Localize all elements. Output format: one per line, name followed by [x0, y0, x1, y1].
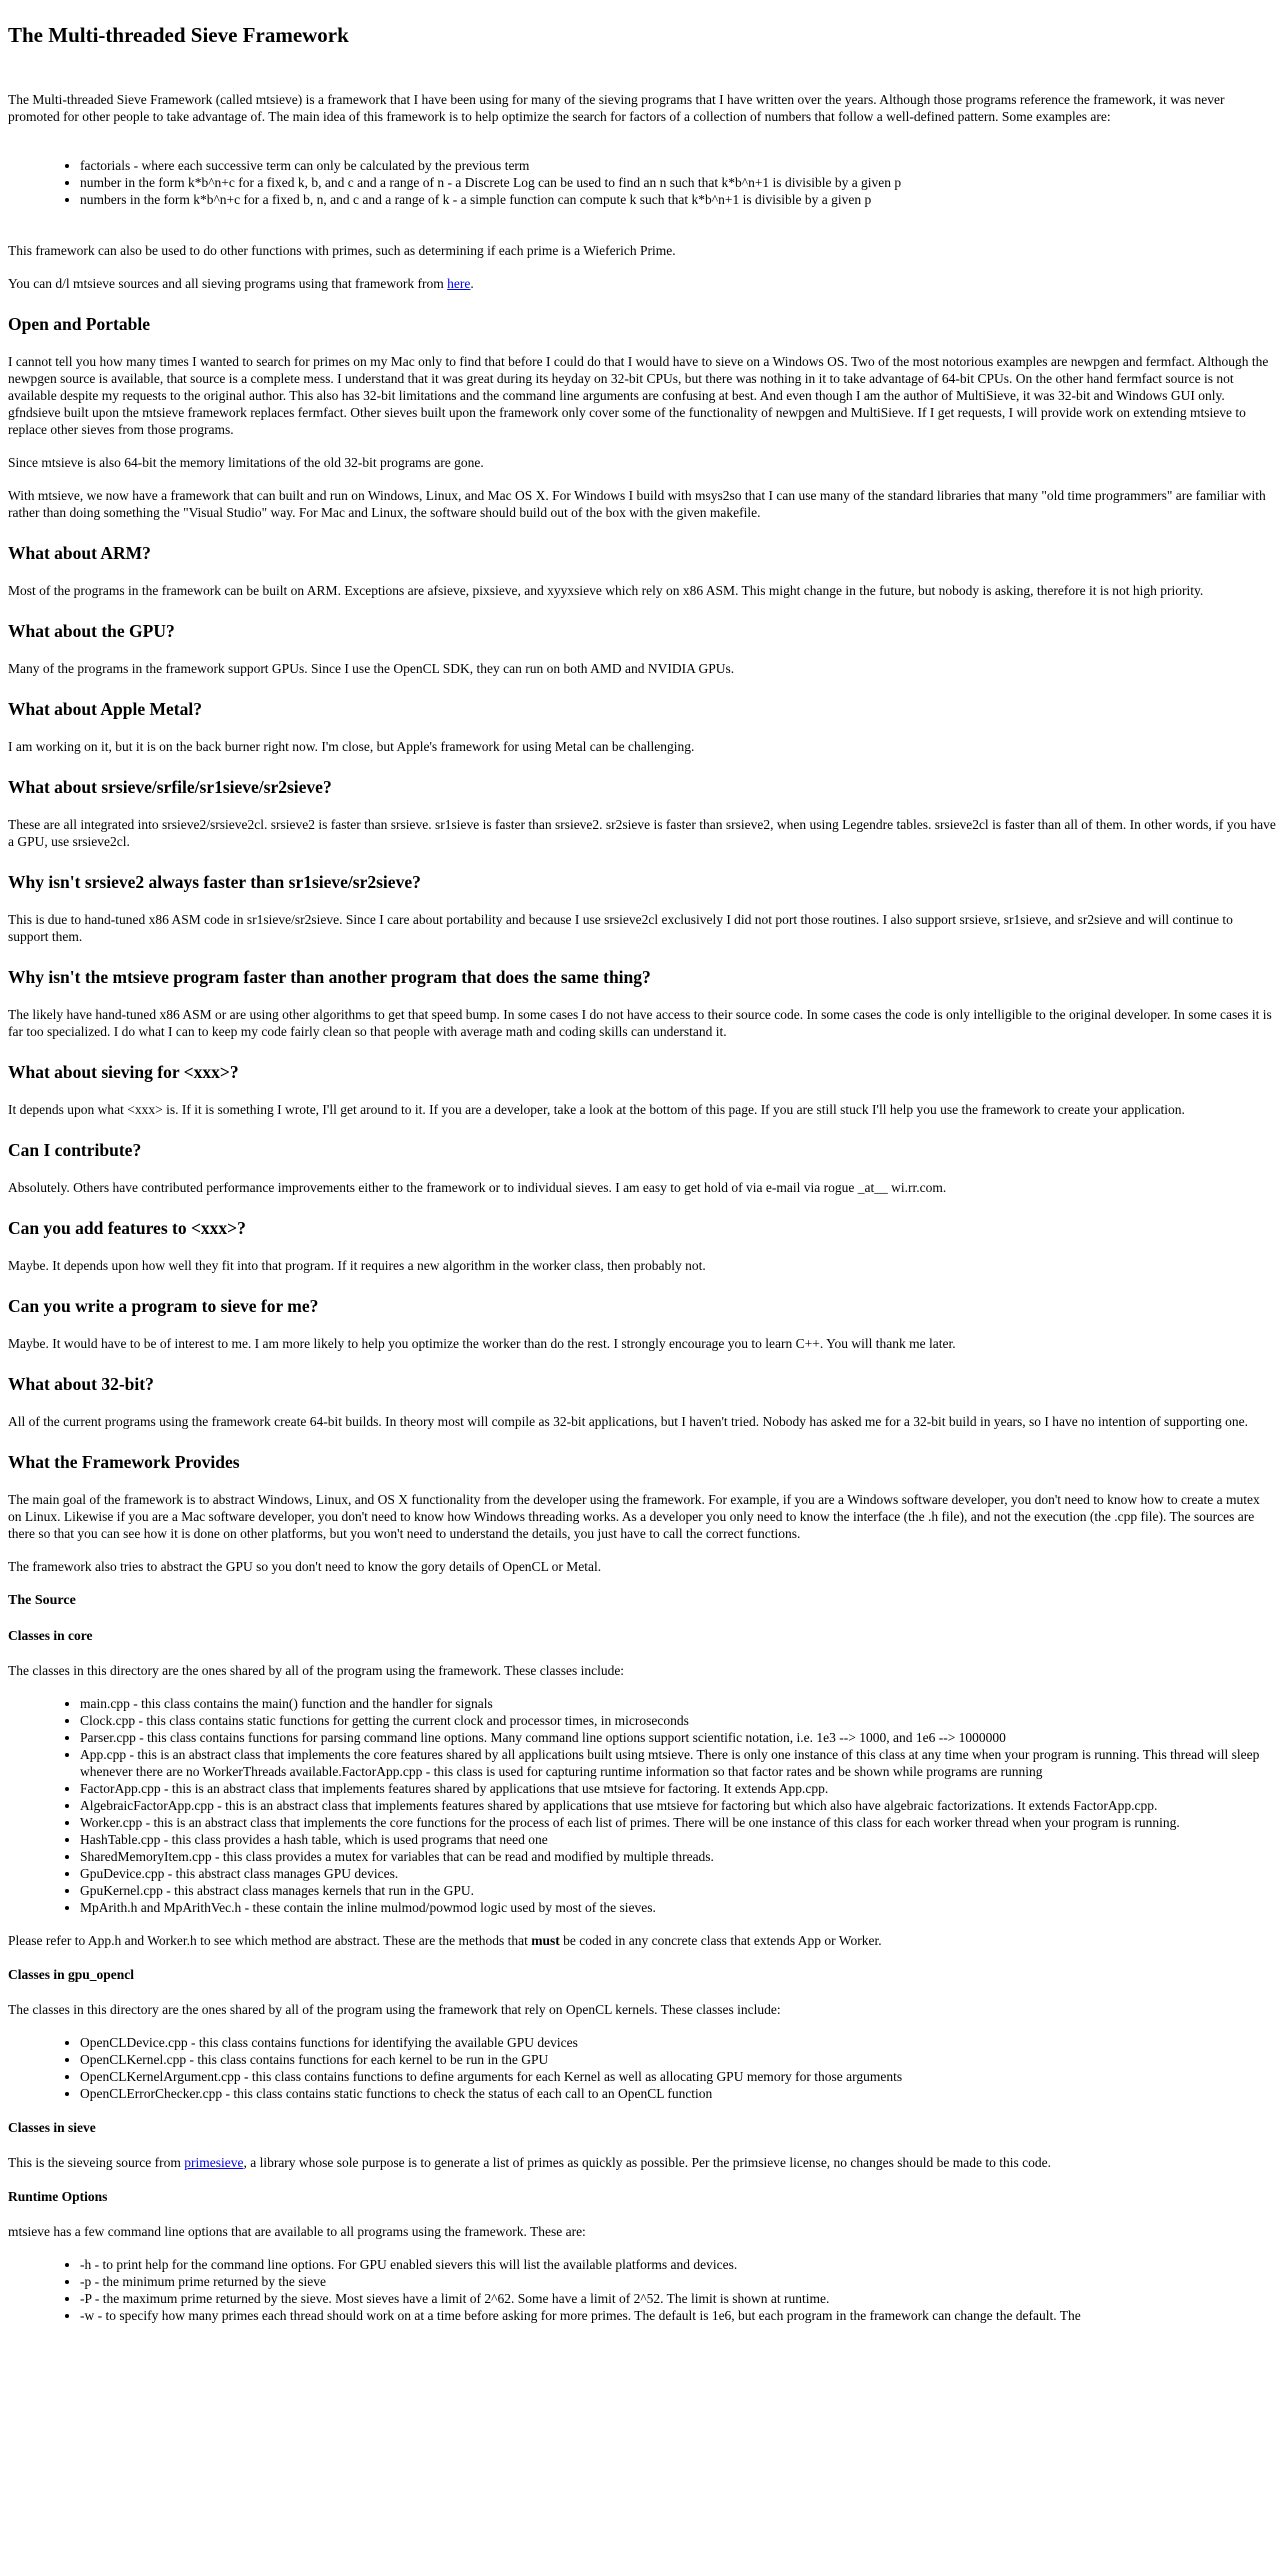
faq-answer: Many of the programs in the framework support GPUs. Since I use the OpenCL SDK, they can run on both AMD and NVIDIA GPUs.	[8, 661, 735, 676]
faq-question: Can you write a program to sieve for me?	[8, 1296, 319, 1316]
subsection-heading-core: Classes in core	[8, 1628, 93, 1643]
download-paragraph	[8, 275, 1276, 292]
faq-question: Why isn't the mtsieve program faster than another program that does the same thing?	[8, 967, 651, 987]
list-item: • MpArith.h and MpArithVec.h - these contain the inline mulmod/powmod logic used by most of the sieves.	[80, 1899, 1276, 1916]
list-item: • App.cpp - this is an abstract class that implements the core features shared by all applications built using mtsieve. There is only one instance of this class at any time when your program is running. This thread will sleep whenever there are no WorkerThreads available.FactorApp.cpp - this class is used for capturing runtime information so that factor rates and be shown while programs are running	[80, 1746, 1276, 1780]
subsection-heading-sieve: Classes in sieve	[8, 2120, 96, 2135]
list-item: • FactorApp.cpp - this is an abstract class that implements features shared by applications that use mtsieve for factoring. It extends App.cpp.	[80, 1780, 1276, 1797]
faq-question: What about srsieve/srfile/sr1sieve/sr2sieve?	[8, 777, 332, 797]
paragraph: The main goal of the framework is to abstract Windows, Linux, and OS X functionality from the developer using the framework. For example, if you are a Windows software developer, you don't need to know how to create a mutex on Linux. Likewise if you are a Mac software developer, you don't need to know how Windows threading works. As a developer you only need to know the interface (the .h file), and not the execution (the .cpp file). The sources are there so that you can see how it is done on other platforms, but you won't need to understand the details, you just have to call the correct functions.	[8, 1492, 1260, 1541]
list-item: • numbers in the form k*b^n+c for a fixed b, n, and c and a range of k - a simple function can compute k such that k*b^n+1 is divisible by a given p	[80, 191, 1276, 208]
faq-answer: The likely have hand-tuned x86 ASM or are using other algorithms to get that speed bump. In some cases I do not have access to their source code. In some cases the code is only intelligible to the original developer. In some cases it is far too specialized. I do what I can to keep my code fairly clean so that people with average math and coding skills can understand it.	[8, 1007, 1272, 1039]
paragraph: mtsieve has a few command line options that are available to all programs using the framework. These are:	[8, 2224, 586, 2239]
paragraph: The classes in this directory are the ones shared by all of the program using the framework that rely on OpenCL kernels. These classes include:	[8, 2002, 781, 2017]
faq-question: What about ARM?	[8, 543, 151, 563]
section-heading-provides: What the Framework Provides	[8, 1452, 240, 1472]
faq-question: What about Apple Metal?	[8, 699, 202, 719]
faq-answer: These are all integrated into srsieve2/srsieve2cl. srsieve2 is faster than srsieve. sr1sieve is faster than srsieve2. sr2sieve is faster than srsieve2, when using Legendre tables. srsieve2cl is faster than all of them. In other words, if you have a GPU, use srsieve2cl.	[8, 817, 1276, 849]
list-item: • number in the form k*b^n+c for a fixed k, b, and c and a range of n - a Discrete Log can be used to find an n such that k*b^n+1 is divisible by a given p	[80, 174, 1276, 191]
list-item: • OpenCLKernelArgument.cpp - this class contains functions to define arguments for each Kernel as well as allocating GPU memory for those arguments	[80, 2068, 1276, 2085]
examples-list	[8, 157, 1276, 208]
faq-answer: I am working on it, but it is on the back burner right now. I'm close, but Apple's framework for using Metal can be challenging.	[8, 739, 695, 754]
faq-question: What about sieving for <xxx>?	[8, 1062, 239, 1082]
paragraph: The classes in this directory are the ones shared by all of the program using the framework. These classes include:	[8, 1663, 625, 1678]
list-item: • OpenCLKernel.cpp - this class contains functions for each kernel to be run in the GPU	[80, 2051, 1276, 2068]
runtime-options-list	[8, 2256, 1276, 2324]
faq-answer: This is due to hand-tuned x86 ASM code in sr1sieve/sr2sieve. Since I care about portability and because I use srsieve2cl exclusively I did not port those routines. I also support srsieve, sr1sieve, and sr2sieve and will continue to support them.	[8, 912, 1233, 944]
core-classes-list	[8, 1695, 1276, 1916]
list-item: • SharedMemoryItem.cpp - this class provides a mutex for variables that can be read and modified by multiple threads.	[80, 1848, 1276, 1865]
note-text-end: be coded in any concrete class that extends App or Worker.	[559, 1933, 882, 1948]
faq-answer: Maybe. It depends upon how well they fit into that program. If it requires a new algorithm in the worker class, then probably not.	[8, 1258, 706, 1273]
download-link[interactable]: here	[447, 276, 471, 291]
sieve-text: This is the sieveing source from	[8, 2155, 185, 2170]
opencl-classes-list	[8, 2034, 1276, 2102]
download-text-end: .	[470, 276, 474, 291]
list-item: • -h - to print help for the command line options. For GPU enabled sievers this will list the available platforms and devices.	[80, 2256, 1276, 2273]
faq-question: Can you add features to <xxx>?	[8, 1218, 246, 1238]
sieve-paragraph	[8, 2154, 1276, 2171]
paragraph: Since mtsieve is also 64-bit the memory limitations of the old 32-bit programs are gone.	[8, 455, 484, 470]
subsection-heading-opencl: Classes in gpu_opencl	[8, 1967, 135, 1982]
paragraph: With mtsieve, we now have a framework that can built and run on Windows, Linux, and Mac OS X. For Windows I build with msys2so that I can use many of the standard libraries that many "old time programmers" are familiar with rather than doing something the "Visual Studio" way. For Mac and Linux, the software should build out of the box with the given makefile.	[8, 488, 1266, 520]
faq-answer: Maybe. It would have to be of interest to me. I am more likely to help you optimize the worker than do the rest. I strongly encourage you to learn C++. You will thank me later.	[8, 1336, 956, 1351]
list-item: • GpuKernel.cpp - this abstract class manages kernels that run in the GPU.	[80, 1882, 1276, 1899]
download-text: You can d/l mtsieve sources and all sieving programs using that framework from	[8, 276, 448, 291]
primesieve-link[interactable]: primesieve	[184, 2155, 244, 2170]
list-item: • -w - to specify how many primes each thread should work on at a time before asking for more primes. The default is 1e6, but each program in the framework can change the default. The	[80, 2307, 1276, 2324]
list-item: • Parser.cpp - this class contains functions for parsing command line options. Many command line options support scientific notation, i.e. 1e3 --> 1000, and 1e6 --> 1000000	[80, 1729, 1276, 1746]
list-item: • main.cpp - this class contains the main() function and the handler for signals	[80, 1695, 1276, 1712]
paragraph: I cannot tell you how many times I wanted to search for primes on my Mac only to find that before I could do that I would have to sieve on a Windows OS. Two of the most notorious examples are newpgen and fermfact. Although the newpgen source is available, that source is a complete mess. I understand that it was great during its heyday on 32-bit CPUs, but there was nothing in it to take advantage of 64-bit CPUs. On the other hand fermfact source is not available despite my requests to the original author. This also has 32-bit limitations and the command line arguments are confusing at best. And even though I am the author of MultiSieve, it was 32-bit and Windows GUI only. gfndsieve built upon the mtsieve framework replaces fermfact. Other sieves built upon the framework only cover some of the functionality of newpgen and MultiSieve. If I get requests, I will provide work on extending mtsieve to replace other sieves from those programs.	[8, 354, 1269, 437]
subsection-heading-runtime: Runtime Options	[8, 2189, 108, 2204]
list-item: • -p - the minimum prime returned by the sieve	[80, 2273, 1276, 2290]
faq-question: Why isn't srsieve2 always faster than sr1sieve/sr2sieve?	[8, 872, 421, 892]
sieve-text-end: , a library whose sole purpose is to generate a list of primes as quickly as possible. Per the primsieve license, no changes should be made to this code.	[243, 2155, 1052, 2170]
page-title: The Multi-threaded Sieve Framework	[8, 23, 349, 47]
note-emphasis: must	[531, 1933, 560, 1948]
list-item: • HashTable.cpp - this class provides a hash table, which is used programs that need one	[80, 1831, 1276, 1848]
list-item: • Clock.cpp - this class contains static functions for getting the current clock and processor times, in microseconds	[80, 1712, 1276, 1729]
faq-question: What about 32-bit?	[8, 1374, 154, 1394]
faq-answer: It depends upon what <xxx> is. If it is something I wrote, I'll get around to it. If you are a developer, take a look at the bottom of this page. If you are still stuck I'll help you use the framework to create your application.	[8, 1102, 1185, 1117]
faq-answer: Absolutely. Others have contributed performance improvements either to the framework or to individual sieves. I am easy to get hold of via e-mail via rogue _at__ wi.rr.com.	[8, 1180, 947, 1195]
note-text: Please refer to App.h and Worker.h to see which method are abstract. These are the methods that	[8, 1933, 532, 1948]
list-item: • factorials - where each successive term can only be calculated by the previous term	[80, 157, 1276, 174]
faq-answer: All of the current programs using the framework create 64-bit builds. In theory most will compile as 32-bit applications, but I haven't tried. Nobody has asked me for a 32-bit build in years, so I have no intention of supporting one.	[8, 1414, 1249, 1429]
faq-answer: Most of the programs in the framework can be built on ARM. Exceptions are afsieve, pixsieve, and xyyxsieve which rely on x86 ASM. This might change in the future, but nobody is asking, therefore it is not high priority.	[8, 583, 1204, 598]
functions-paragraph: This framework can also be used to do other functions with primes, such as determining if each prime is a Wieferich Prime.	[8, 243, 676, 258]
intro-paragraph: The Multi-threaded Sieve Framework (called mtsieve) is a framework that I have been using for many of the sieving programs that I have written over the years. Although those programs reference the framework, it was never promoted for other people to take advantage of. The main idea of this framework is to help optimize the search for factors of a collection of numbers that follow a well-defined pattern. Some examples are:	[8, 92, 1225, 124]
section-heading-open-portable: Open and Portable	[8, 314, 150, 334]
paragraph: The framework also tries to abstract the GPU so you don't need to know the gory details of OpenCL or Metal.	[8, 1559, 602, 1574]
faq-question: What about the GPU?	[8, 621, 175, 641]
list-item: • GpuDevice.cpp - this abstract class manages GPU devices.	[80, 1865, 1276, 1882]
faq-question: Can I contribute?	[8, 1140, 142, 1160]
list-item: • OpenCLDevice.cpp - this class contains functions for identifying the available GPU devices	[80, 2034, 1276, 2051]
list-item: • AlgebraicFactorApp.cpp - this is an abstract class that implements features shared by applications that use mtsieve for factoring but which also have algebraic factorizations. It extends FactorApp.cpp.	[80, 1797, 1276, 1814]
list-item: • -P - the maximum prime returned by the sieve. Most sieves have a limit of 2^62. Some have a limit of 2^52. The limit is shown at runtime.	[80, 2290, 1276, 2307]
section-heading-source: The Source	[8, 1593, 76, 1608]
list-item: • Worker.cpp - this is an abstract class that implements the core functions for the process of each list of primes. There will be one instance of this class for each worker thread when your program is running.	[80, 1814, 1276, 1831]
list-item: • OpenCLErrorChecker.cpp - this class contains static functions to check the status of each call to an OpenCL function	[80, 2085, 1276, 2102]
abstract-note-paragraph	[8, 1932, 1276, 1949]
